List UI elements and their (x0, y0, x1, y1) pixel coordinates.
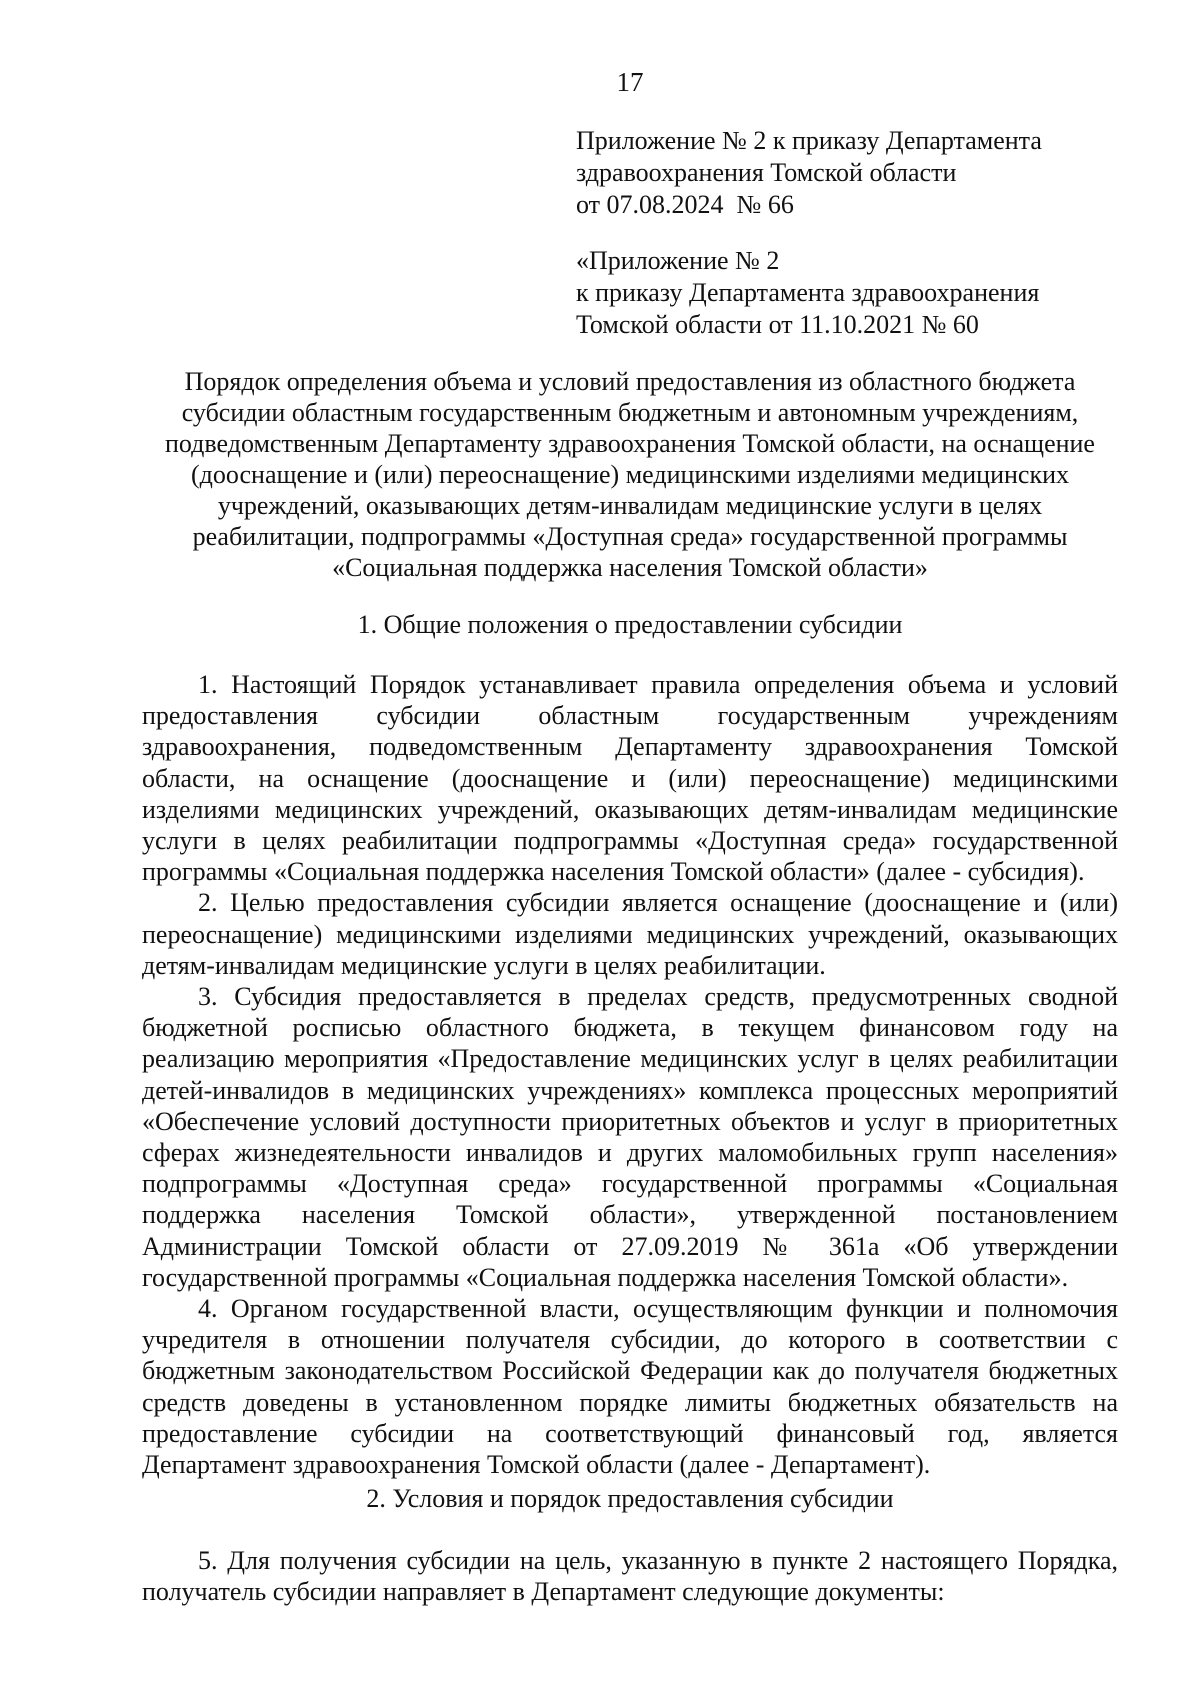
paragraph-line: программы «Социальная поддержка населения Томской области» (далее - субсидия). (142, 857, 1085, 887)
paragraph-line: Администрации Томской области от 27.09.2019 № 361а «Об утверждении (142, 1231, 1118, 1261)
paragraph-line: 4. Органом государственной власти, осуществляющим функции и полномочия (198, 1294, 1118, 1324)
paragraph-line: детям-инвалидам медицинские услуги в целях реабилитации. (142, 950, 826, 980)
document-title (140, 366, 1120, 583)
appendix-header-line: от 07.08.2024 № 66 (576, 190, 794, 219)
section-2-heading: 2. Условия и порядок предоставления субсидии (366, 1484, 894, 1513)
paragraph-line: здравоохранения, подведомственным Департаменту здравоохранения Томской (142, 732, 1118, 762)
appendix-header-line: здравоохранения Томской области (576, 158, 957, 187)
paragraph-line: 3. Субсидия предоставляется в пределах средств, предусмотренных сводной (198, 982, 1118, 1012)
title-line: подведомственным Департаменту здравоохранения Томской области, на оснащение (165, 429, 1095, 458)
appendix-quote-line: к приказу Департамента здравоохранения (576, 278, 1040, 307)
paragraph-line: сферах жизнедеятельности инвалидов и других маломобильных групп населения» (142, 1138, 1118, 1168)
paragraph-line: учредителя в отношении получателя субсидии, до которого в соответствии с (142, 1325, 1118, 1355)
paragraph-line: средств доведены в установленном порядке лимиты бюджетных обязательств на (142, 1387, 1118, 1417)
title-line: субсидии областным государственным бюджетным и автономным учреждениям, (181, 398, 1079, 427)
paragraph-line: бюджетным законодательством Российской Федерации как до получателя бюджетных (142, 1356, 1118, 1386)
title-line: (дооснащение и (или) переоснащение) медицинскими изделиями медицинских (190, 460, 1070, 489)
section-2-body (142, 1545, 1118, 1607)
appendix-quote (576, 245, 1136, 341)
paragraph-line: переоснащение) медицинскими изделиями медицинских учреждений, оказывающих (142, 919, 1118, 949)
paragraph-line: предоставление субсидии на соответствующий финансовый год, является (142, 1418, 1118, 1448)
paragraph-line: 5. Для получения субсидии на цель, указанную в пункте 2 настоящего Порядка, (198, 1546, 1118, 1575)
paragraph-line: реализацию мероприятия «Предоставление медицинских услуг в целях реабилитации (142, 1044, 1118, 1074)
paragraph-line: «Обеспечение условий доступности приоритетных объектов и услуг в приоритетных (142, 1106, 1118, 1136)
paragraph-line: подпрограммы «Доступная среда» государственной программы «Социальная (142, 1169, 1118, 1199)
paragraph-line: предоставления субсидии областным государственным учреждениям (142, 701, 1118, 731)
paragraph-line: области, на оснащение (дооснащение и (или) переоснащение) медицинскими (142, 763, 1118, 793)
paragraph-line: 1. Настоящий Порядок устанавливает правила определения объема и условий (198, 670, 1118, 699)
paragraph-line: поддержка населения Томской области», утвержденной постановлением (142, 1200, 1118, 1230)
appendix-header (576, 125, 1136, 221)
appendix-quote-line: «Приложение № 2 (576, 246, 780, 275)
paragraph-line: детей-инвалидов в медицинских учреждениях» комплекса процессных мероприятий (142, 1075, 1118, 1105)
section-1-heading: 1. Общие положения о предоставлении субсидии (357, 610, 903, 639)
section-1-body (142, 669, 1118, 1480)
paragraph-line: изделиями медицинских учреждений, оказывающих детям-инвалидам медицинские (142, 794, 1118, 824)
title-line: учреждений, оказывающих детям-инвалидам медицинские услуги в целях (217, 491, 1043, 520)
page-number: 17 (616, 67, 644, 97)
appendix-quote-line: Томской области от 11.10.2021 № 60 (576, 310, 979, 339)
paragraph-line: бюджетной росписью областного бюджета, в текущем финансовом году на (142, 1013, 1118, 1043)
title-line: Порядок определения объема и условий предоставления из областного бюджета (184, 367, 1076, 396)
title-line: реабилитации, подпрограммы «Доступная среда» государственной программы (192, 522, 1068, 551)
title-line: «Социальная поддержка населения Томской области» (332, 553, 928, 582)
paragraph-line: услуги в целях реабилитации подпрограммы «Доступная среда» государственной (142, 826, 1118, 856)
paragraph-line: государственной программы «Социальная поддержка населения Томской области». (142, 1262, 1069, 1292)
paragraph-line: получатель субсидии направляет в Департамент следующие документы: (142, 1577, 945, 1607)
appendix-header-line: Приложение № 2 к приказу Департамента (576, 126, 1042, 155)
paragraph-line: Департамент здравоохранения Томской области (далее - Департамент). (142, 1450, 931, 1480)
paragraph-line: 2. Целью предоставления субсидии является оснащение (дооснащение и (или) (198, 888, 1118, 918)
